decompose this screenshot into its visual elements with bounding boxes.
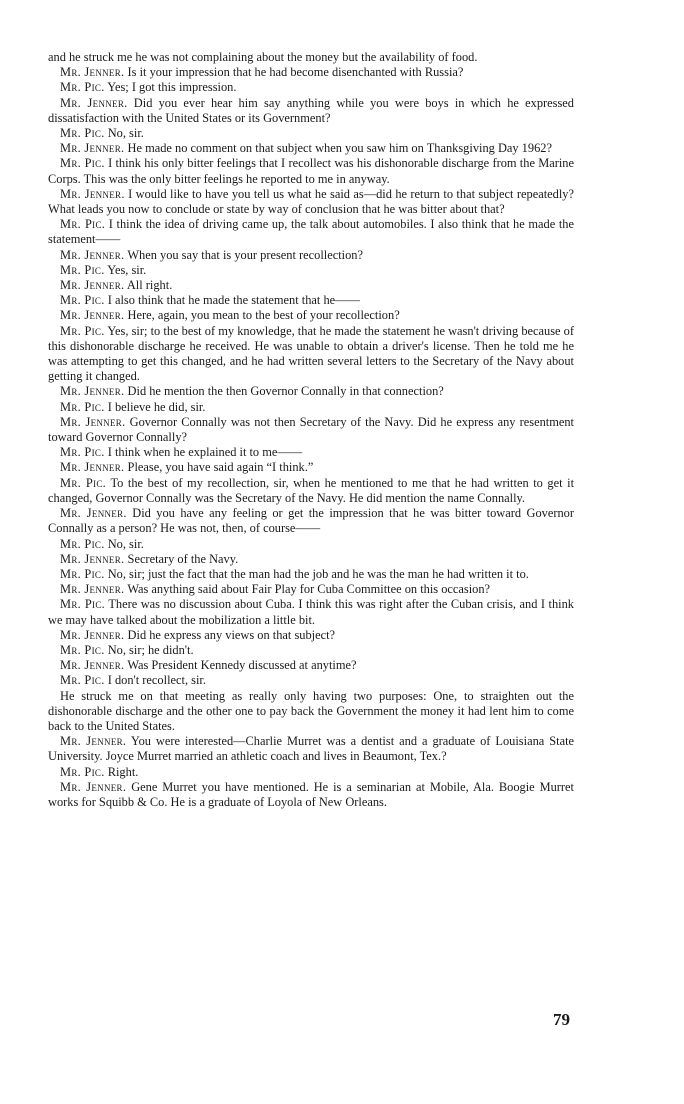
testimony-text — [48, 50, 574, 810]
speech-text: Yes, sir; to the best of my knowledge, that he made the statement he wasn't driving because of this dishonorable discharge he received. He was unable to obtain a driver's license. Then he told me he was attempting to get this changed, and he had written several letters to the Secretary of the Navy about getting it changed. — [48, 323, 574, 384]
testimony-paragraph — [48, 552, 574, 567]
speech-text: No, sir. — [107, 536, 144, 551]
testimony-paragraph — [48, 476, 574, 506]
speech-text: and he struck me he was not complaining about the money but the availability of food. — [48, 50, 478, 64]
testimony-paragraph — [48, 765, 574, 780]
testimony-paragraph — [48, 460, 574, 475]
speaker-name: Mr. Jenner. — [60, 506, 127, 521]
speaker-name: Mr. Pic. — [60, 597, 106, 612]
speech-text: Did he mention the then Governor Connally in that connection? — [127, 384, 444, 399]
speech-text: I believe he did, sir. — [107, 399, 206, 414]
testimony-paragraph — [48, 628, 574, 643]
testimony-paragraph — [48, 689, 574, 735]
speech-text: Did you have any feeling or get the impression that he was bitter toward Governor Connally as a person? He was not, then, of course—— — [48, 506, 574, 536]
speaker-name: Mr. Jenner. — [60, 551, 125, 566]
speech-text: I also think that he made the statement that he—— — [107, 293, 360, 308]
testimony-paragraph — [48, 643, 574, 658]
testimony-paragraph — [48, 324, 574, 385]
speech-text: Right. — [107, 764, 139, 779]
testimony-paragraph — [48, 384, 574, 399]
speaker-name: Mr. Pic. — [60, 262, 105, 277]
testimony-paragraph — [48, 537, 574, 552]
speaker-name: Mr. Pic. — [60, 642, 105, 657]
speaker-name: Mr. Jenner. — [60, 779, 127, 794]
speech-text: Governor Connally was not then Secretary of the Navy. Did he express any resentment toward Governor Connally? — [48, 414, 574, 445]
speech-text: Was anything said about Fair Play for Cuba Committee on this occasion? — [127, 582, 491, 597]
speech-text: Did you ever hear him say anything while you were boys in which he expressed dissatisfaction with the United States or its Government? — [48, 95, 574, 125]
speaker-name: Mr. Jenner. — [60, 95, 128, 110]
speaker-name: Mr. Jenner. — [60, 278, 125, 293]
testimony-paragraph — [48, 673, 574, 688]
speaker-name: Mr. Pic. — [60, 217, 106, 232]
speech-text: To the best of my recollection, sir, when he mentioned to me that he had written to get it changed, Governor Connally was the Secretary of the Navy. He did mention the name Connally. — [48, 475, 575, 505]
testimony-paragraph — [48, 80, 574, 95]
speaker-name: Mr. Pic. — [60, 764, 105, 779]
speaker-name: Mr. Jenner. — [60, 384, 125, 399]
speech-text: Is it your impression that he had become disenchanted with Russia? — [127, 65, 464, 80]
speech-text: There was no discussion about Cuba. I think this was right after the Cuban crisis, and I think we may have talked about the mobilization a little bit. — [48, 597, 575, 627]
testimony-paragraph — [48, 780, 574, 810]
speech-text: All right. — [126, 278, 173, 293]
testimony-paragraph — [48, 415, 574, 445]
speech-text: No, sir; he didn't. — [107, 642, 194, 657]
speech-text: I would like to have you tell us what he said as—did he return to that subject repeatedly? What leads you now to conclude or state by way of conclusion that he was bitter about that? — [48, 186, 574, 217]
speaker-name: Mr. Pic. — [60, 293, 105, 308]
page-number: 79 — [553, 1010, 570, 1029]
speech-text: Please, you have said again “I think.” — [127, 460, 314, 475]
testimony-paragraph — [48, 263, 574, 278]
speech-text: Was President Kennedy discussed at anytime? — [127, 658, 357, 673]
document-page — [48, 50, 574, 810]
speaker-name: Mr. Pic. — [60, 80, 105, 95]
speaker-name: Mr. Jenner. — [60, 658, 125, 673]
testimony-paragraph — [48, 293, 574, 308]
testimony-paragraph — [48, 658, 574, 673]
speaker-name: Mr. Jenner. — [60, 141, 125, 156]
speaker-name: Mr. Jenner. — [60, 186, 125, 201]
testimony-paragraph — [48, 248, 574, 263]
speaker-name: Mr. Jenner. — [60, 734, 127, 749]
speaker-name: Mr. Jenner. — [60, 308, 125, 323]
speech-text: Yes; I got this impression. — [107, 80, 237, 95]
speaker-name: Mr. Jenner. — [60, 627, 125, 642]
speaker-name: Mr. Pic. — [60, 536, 105, 551]
speech-text: He made no comment on that subject when you saw him on Thanksgiving Day 1962? — [127, 141, 552, 156]
speech-text: He struck me on that meeting as really only having two purposes: One, to straighten out the dishonorable discharge and the other one to pay back the Government the money it had lent him to come back to the United States. — [48, 688, 574, 733]
speaker-name: Mr. Jenner. — [60, 65, 125, 80]
testimony-paragraph — [48, 597, 574, 627]
speech-text: When you say that is your present recollection? — [127, 247, 364, 262]
speaker-name: Mr. Pic. — [60, 399, 105, 414]
speaker-name: Mr. Jenner. — [60, 460, 125, 475]
speech-text: I think his only bitter feelings that I recollect was his dishonorable discharge from the Marine Corps. This was the only bitter feelings he reported to me in anyway. — [48, 156, 575, 186]
testimony-paragraph — [48, 96, 574, 126]
speech-text: I don't recollect, sir. — [107, 673, 206, 688]
speech-text: No, sir; just the fact that the man had the job and he was the man he had written it to. — [107, 566, 529, 581]
testimony-paragraph — [48, 506, 574, 536]
speech-text: Here, again, you mean to the best of your recollection? — [127, 308, 400, 323]
speech-text: You were interested—Charlie Murret was a dentist and a graduate of Louisiana State University. Joyce Murret married an athletic coach and lives in Beaumont, Tex.? — [48, 734, 575, 764]
testimony-paragraph — [48, 400, 574, 415]
testimony-paragraph — [48, 50, 574, 65]
testimony-paragraph — [48, 65, 574, 80]
speech-text: I think the idea of driving came up, the talk about automobiles. I also think that he made the statement—— — [48, 217, 574, 247]
speaker-name: Mr. Jenner. — [60, 582, 125, 597]
speech-text: Gene Murret you have mentioned. He is a seminarian at Mobile, Ala. Boogie Murret works for Squibb & Co. He is a graduate of Loyola of New Orleans. — [48, 779, 574, 809]
testimony-paragraph — [48, 582, 574, 597]
speaker-name: Mr. Pic. — [60, 156, 105, 171]
testimony-paragraph — [48, 126, 574, 141]
speaker-name: Mr. Jenner. — [60, 414, 126, 429]
testimony-paragraph — [48, 217, 574, 247]
speaker-name: Mr. Pic. — [60, 673, 105, 688]
speech-text: I think when he explained it to me—— — [107, 445, 303, 460]
speaker-name: Mr. Pic. — [60, 566, 105, 581]
speaker-name: Mr. Pic. — [60, 323, 105, 338]
testimony-paragraph — [48, 187, 574, 217]
speaker-name: Mr. Jenner. — [60, 247, 125, 262]
testimony-paragraph — [48, 445, 574, 460]
speech-text: Secretary of the Navy. — [127, 551, 239, 566]
testimony-paragraph — [48, 278, 574, 293]
speech-text: No, sir. — [107, 126, 144, 141]
testimony-paragraph — [48, 156, 574, 186]
testimony-paragraph — [48, 308, 574, 323]
speaker-name: Mr. Pic. — [60, 126, 105, 141]
testimony-paragraph — [48, 141, 574, 156]
testimony-paragraph — [48, 567, 574, 582]
speaker-name: Mr. Pic. — [60, 475, 107, 490]
speech-text: Did he express any views on that subject? — [127, 627, 336, 642]
testimony-paragraph — [48, 734, 574, 764]
speech-text: Yes, sir. — [107, 262, 147, 277]
speaker-name: Mr. Pic. — [60, 445, 105, 460]
